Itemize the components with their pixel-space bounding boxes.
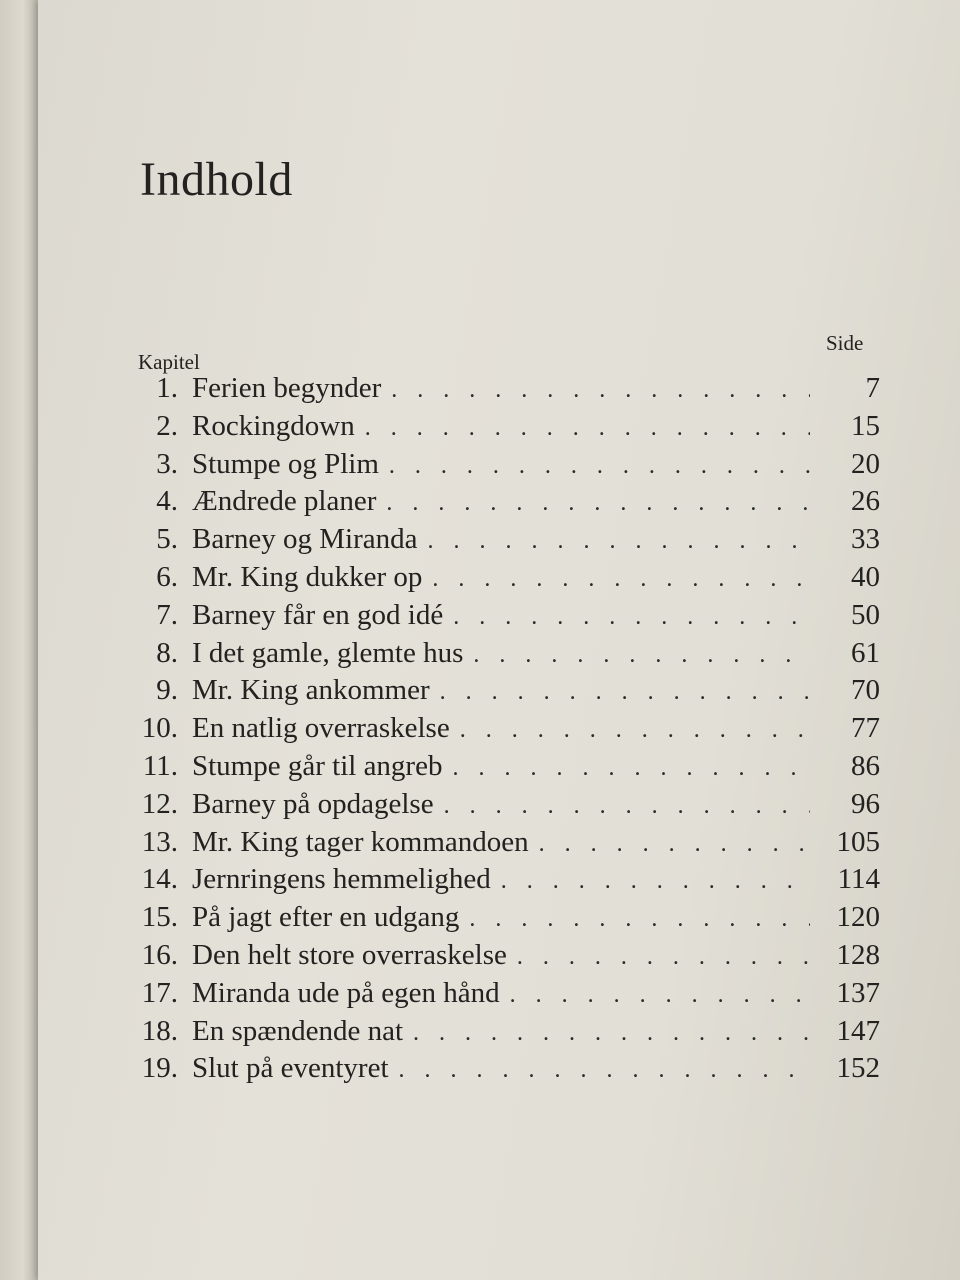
chapter-title: På jagt efter en udgang (192, 901, 460, 934)
page-number: 15 (851, 409, 880, 442)
dot-leader (386, 485, 810, 523)
chapter-number: 11. (142, 749, 178, 782)
toc-row (130, 370, 880, 408)
chapter-number: 5. (156, 523, 178, 556)
page-number: 114 (837, 863, 880, 896)
page-number: 128 (836, 938, 880, 971)
dot-leader (473, 637, 810, 675)
dot-leader (539, 826, 810, 864)
dot-leader (517, 939, 810, 977)
toc-row (130, 786, 880, 824)
chapter-number: 9. (156, 674, 178, 707)
chapter-title: Mr. King dukker op (192, 560, 423, 593)
page-column-label: Side (826, 331, 864, 355)
chapter-number: 10. (141, 712, 178, 745)
toc-row (130, 899, 880, 937)
toc-row (130, 635, 880, 673)
toc-row (130, 861, 880, 899)
toc-row (130, 672, 880, 710)
toc-row (130, 597, 880, 635)
toc-row (130, 483, 880, 521)
chapter-title: Barney på opdagelse (192, 787, 434, 820)
page-number: 7 (865, 372, 880, 404)
toc-row (130, 748, 880, 786)
toc-row (130, 1013, 880, 1051)
chapter-number: 17. (141, 976, 178, 1009)
toc-row (130, 521, 880, 559)
toc-row (130, 559, 880, 597)
dot-leader (413, 1015, 810, 1053)
chapter-title: En spændende nat (192, 1014, 404, 1047)
chapter-title: I det gamle, glemte hus (192, 636, 464, 669)
dot-leader (453, 599, 810, 637)
dot-leader (460, 712, 810, 750)
page-number: 20 (851, 447, 880, 480)
page-number: 70 (851, 674, 880, 707)
toc-row (130, 1050, 880, 1088)
chapter-column-label: Kapitel (138, 350, 200, 374)
toc-row (130, 975, 880, 1013)
chapter-title: Barney og Miranda (192, 523, 418, 556)
page-number: 86 (851, 749, 880, 782)
page-number: 120 (836, 901, 880, 934)
dot-leader (389, 448, 810, 486)
dot-leader (365, 410, 810, 448)
chapter-title: En natlig overraskelse (192, 712, 450, 745)
chapter-number: 7. (156, 598, 178, 631)
page-number: 33 (851, 523, 880, 556)
page-title: Indhold (140, 153, 293, 206)
toc-row (130, 937, 880, 975)
dot-leader (510, 977, 810, 1015)
toc-row (130, 824, 880, 862)
chapter-number: 2. (156, 409, 178, 442)
page-number: 105 (836, 825, 880, 858)
chapter-title: Rockingdown (192, 409, 355, 442)
chapter-number: 3. (156, 447, 178, 480)
chapter-title: Stumpe og Plim (192, 447, 379, 480)
page-number: 147 (836, 1014, 880, 1047)
chapter-title: Barney får en god idé (192, 598, 444, 631)
chapter-title: Slut på eventyret (192, 1052, 389, 1085)
toc-row (130, 446, 880, 484)
page-number: 137 (836, 976, 880, 1009)
dot-leader (440, 674, 810, 712)
toc-row (130, 408, 880, 446)
dot-leader (501, 863, 810, 901)
chapter-number: 15. (141, 901, 178, 934)
page-number: 61 (851, 636, 880, 669)
chapter-title: Jernringens hemmelighed (192, 863, 491, 896)
dot-leader (432, 561, 810, 599)
chapter-number: 14. (141, 863, 178, 896)
chapter-number: 19. (141, 1052, 178, 1085)
chapter-number: 16. (141, 938, 178, 971)
toc-row (130, 710, 880, 748)
page-number: 96 (851, 787, 880, 820)
chapter-title: Ferien begynder (192, 372, 382, 404)
page-number: 26 (851, 485, 880, 518)
chapter-number: 18. (141, 1014, 178, 1047)
page-number: 152 (836, 1052, 880, 1085)
chapter-number: 1. (156, 372, 178, 404)
chapter-number: 12. (141, 787, 178, 820)
dot-leader (399, 1052, 810, 1090)
dot-leader (452, 750, 810, 788)
chapter-number: 8. (156, 636, 178, 669)
page-number: 77 (851, 712, 880, 745)
page-number: 50 (851, 598, 880, 631)
book-page-edge (0, 0, 38, 1280)
chapter-title: Ændrede planer (192, 485, 377, 518)
dot-leader (444, 788, 810, 826)
chapter-number: 6. (156, 560, 178, 593)
chapter-title: Miranda ude på egen hånd (192, 976, 500, 1009)
dot-leader (391, 372, 810, 410)
chapter-title: Stumpe går til angreb (192, 749, 443, 782)
chapter-number: 13. (141, 825, 178, 858)
chapter-number: 4. (156, 485, 178, 518)
table-of-contents (130, 370, 880, 1088)
dot-leader (428, 523, 811, 561)
chapter-title: Den helt store overraskelse (192, 938, 507, 971)
page-number: 40 (851, 560, 880, 593)
chapter-title: Mr. King ankommer (192, 674, 430, 707)
dot-leader (469, 901, 810, 939)
chapter-title: Mr. King tager kommandoen (192, 825, 529, 858)
